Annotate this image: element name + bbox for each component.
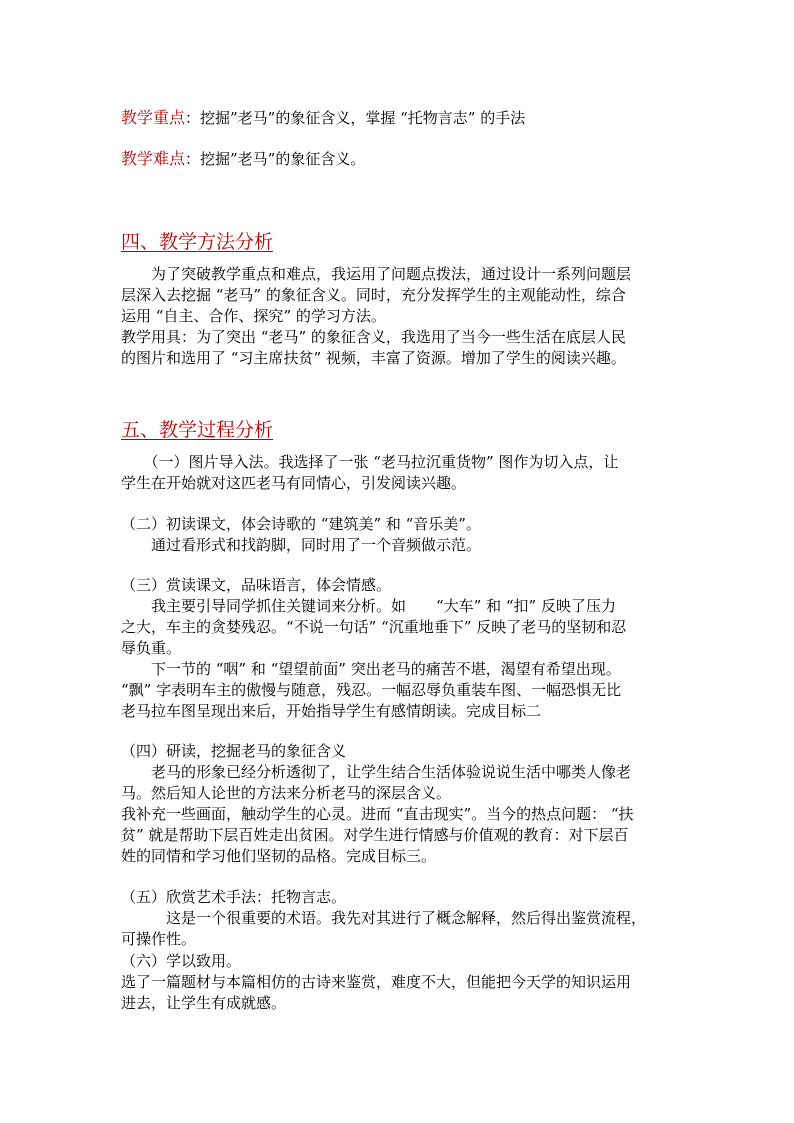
step-heading: （三）赏读课文，品味语言，体会情感。 [121,576,392,594]
paragraph-line: 选了一篇题材与本篇相仿的古诗来鉴赏，难度不大，但能把今天学的知识运用 [121,973,632,991]
teaching-focus-label: 教学重点 [121,108,186,127]
paragraph-line: 我补充一些画面，触动学生的心灵。进而 “直击现实”。当今的热点问题： “扶 [121,805,634,823]
paragraph-line: “飘” 字表明车主的傲慢与随意，残忍。一幅忍辱负重装车图、一幅恐惧无比 [121,681,622,699]
paragraph-line: 通过看形式和找韵脚，同时用了一个音频做示范。 [121,536,482,554]
paragraph-line: 姓的同情和学习他们坚韧的品格。完成目标三。 [121,847,437,865]
step-heading: （二）初读课文，体会诗歌的 “建筑美” 和 “音乐美”。 [121,515,481,533]
paragraph-line: 运用 “自主、合作、探究” 的学习方法。 [121,307,386,325]
step-heading: （四）研读，挖掘老马的象征含义 [121,742,347,760]
section-heading-teaching-process: 五、教学过程分析 [121,419,274,441]
paragraph-line: 老马的形象已经分析透彻了，让学生结合生活体验说说生活中哪类人像老 [121,763,632,781]
paragraph-line: 我主要引导同学抓住关键词来分析。如 “大车” 和 “扣” 反映了压力 [121,597,616,615]
paragraph-line: 下一节的 “咽” 和 “望望前面” 突出老马的痛苦不堪，渴望有希望出现。 [121,660,621,678]
paragraph-line: 这是一个很重要的术语。我先对其进行了概念解释，然后得出鉴赏流程， [121,909,647,927]
teaching-focus-line [121,108,525,128]
paragraph-line: 老马拉车图呈现出来后，开始指导学生有感情朗读。完成目标二 [121,702,542,720]
step-heading: （五）欣赏艺术手法：托物言志。 [121,888,347,906]
teaching-focus-text: ：挖掘”老马”的象征含义，掌握 “托物言志” 的手法 [185,109,526,127]
paragraph-line: 马。然后知人论世的方法来分析老马的深层含义。 [121,784,452,802]
section-heading-teaching-methods: 四、教学方法分析 [121,231,274,253]
paragraph-line: 学生在开始就对这匹老马有同情心，引发阅读兴趣。 [121,474,467,492]
paragraph-line: （一）图片导入法。我选择了一张 “老马拉沉重货物” 图作为切入点，让 [121,453,619,471]
teaching-difficulty-label: 教学难点 [121,149,186,168]
paragraph-line: 可操作性。 [121,930,197,948]
paragraph-line: 贫” 就是帮助下层百姓走出贫困。对学生进行情感与价值观的教育：对下层百 [121,826,629,844]
paragraph-line: 教学用具：为了突出 “老马” 的象征含义，我选用了当今一些生活在底层人民 [121,328,626,346]
paragraph-line: 层深入去挖掘 “老马” 的象征含义。同时，充分发挥学生的主观能动性，综合 [121,286,626,304]
paragraph-line: 进去，让学生有成就感。 [121,994,287,1012]
paragraph-line: 的图片和选用了 “习主席扶贫” 视频，丰富了资源。增加了学生的阅读兴趣。 [121,349,626,367]
teaching-difficulty-text: ：挖掘”老马”的象征含义。 [185,150,366,168]
teaching-difficulty-line [121,149,365,169]
paragraph-line: 为了突破教学重点和难点，我运用了问题点拨法，通过设计一系列问题层 [121,265,632,283]
paragraph-line: 辱负重。 [121,639,182,657]
step-heading: （六）学以致用。 [121,952,242,970]
paragraph-line: 之大，车主的贪婪残忍。“不说一句话” “沉重地垂下” 反映了老马的坚韧和忍 [121,618,627,636]
